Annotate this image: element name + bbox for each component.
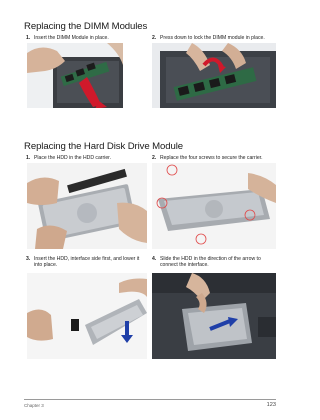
step-text: Replace the four screws to secure the carrier. [160, 155, 263, 161]
step-text: Insert the HDD, interface side first, and lower it into place. [34, 256, 140, 269]
dimm-step-1 [26, 35, 136, 41]
section-title-dimm: Replacing the DIMM Modules [24, 21, 148, 32]
hdd-slide-photo [152, 273, 276, 359]
step-text: Place the HDD in the HDD carrier. [34, 155, 111, 161]
hdd-carrier-photo [27, 163, 147, 249]
step-number: 1. [26, 155, 31, 161]
step-number: 3. [26, 256, 31, 262]
dimm-insert-photo [27, 43, 123, 108]
footer-divider [24, 399, 276, 400]
step-text: Press down to lock the DIMM module in place. [160, 35, 265, 41]
step-number: 4. [152, 256, 157, 262]
step-number: 1. [26, 35, 31, 41]
dimm-step-2 [152, 35, 277, 41]
hdd-step-1 [26, 155, 136, 161]
hdd-screws-photo [152, 163, 276, 249]
footer-chapter: Chapter 3 [24, 403, 44, 408]
dimm-lock-photo [152, 43, 276, 108]
hdd-step-3 [26, 256, 144, 269]
step-number: 2. [152, 155, 157, 161]
page-number: 123 [266, 402, 276, 408]
section-title-hdd: Replacing the Hard Disk Drive Module [24, 141, 184, 152]
hdd-step-2 [152, 155, 277, 161]
step-number: 2. [152, 35, 157, 41]
hdd-step-4 [152, 256, 277, 269]
step-text: Insert the DIMM Module in place. [34, 35, 109, 41]
hdd-insert-photo [27, 273, 147, 359]
step-text: Slide the HDD in the direction of the arrow to connect the interface. [160, 256, 261, 269]
